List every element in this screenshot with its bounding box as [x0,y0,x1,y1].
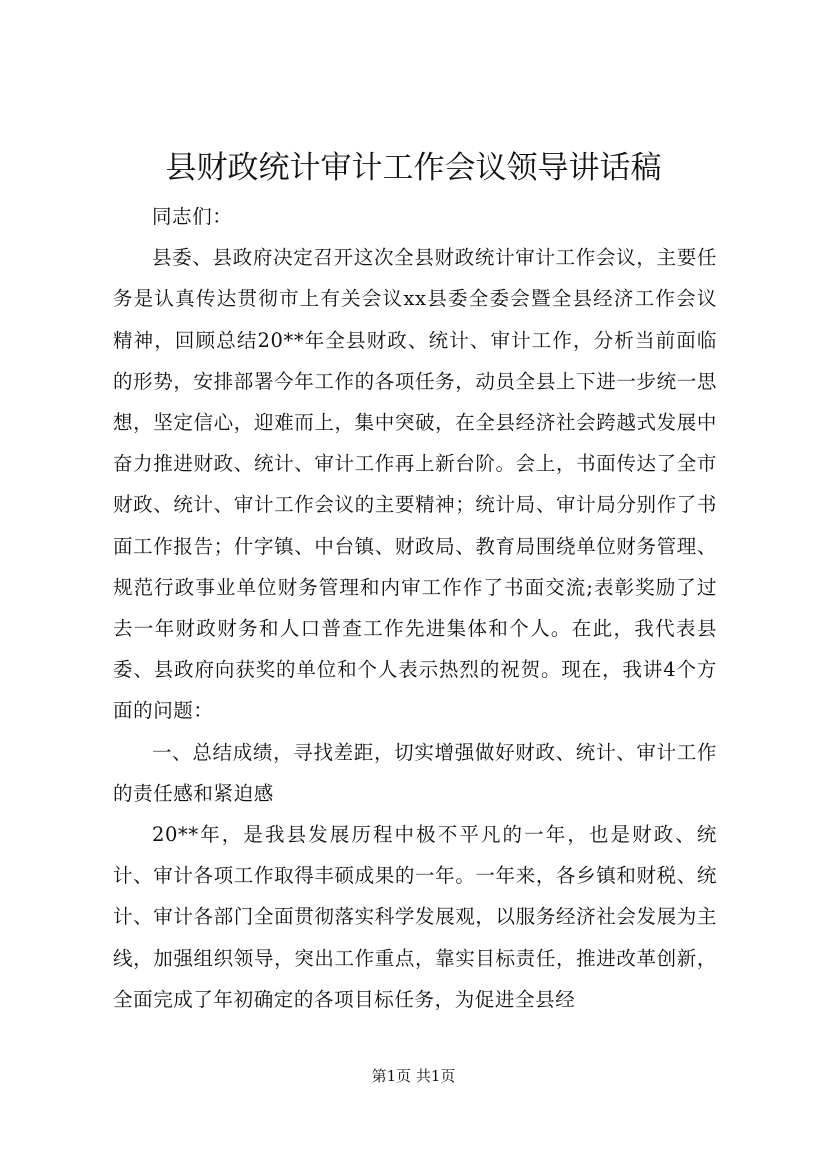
document-title: 县财政统计审计工作会议领导讲话稿 [165,150,662,186]
paragraph-achievements: 20**年，是我县发展历程中极不平凡的一年，也是财政、统计、审计各项工作取得丰硕成果的一年。一年来，各乡镇和财税、统计、审计各部门全面贯彻落实科学发展观，以服务经济社会发展为主线，加强组织领导，突出工作重点，靠实目标责任，推进改革创新，全面完成了年初确定的各项目标任务，为促进全县经 [113,823,717,1011]
greeting-line: 同志们： [152,205,233,228]
paragraph-intro: 县委、县政府决定召开这次全县财政统计审计工作会议，主要任务是认真传达贯彻市上有关会议xx县委全委会暨全县经济工作会议精神，回顾总结20**年全县财政、统计、审计工作，分析当前面临的形势，安排部署今年工作的各项任务，动员全县上下进一步统一思想，坚定信心，迎难而上，集中突破，在全县经济社会跨越式发展中奋力推进财政、统计、审计工作再上新台阶。会上，书面传达了全市财政、统计、审计工作会议的主要精神；统计局、审计局分别作了书面工作报告；什字镇、中台镇、财政局、教育局围绕单位财务管理、规范行政事业单位财务管理和内审工作作了书面交流;表彰奖励了过去一年财政财务和人口普查工作先进集体和个人。在此，我代表县委、县政府向获奖的单位和个人表示热烈的祝贺。现在，我讲4个方面的问题： [113,246,717,723]
section-heading-1: 一、总结成绩，寻找差距，切实增强做好财政、统计、审计工作的责任感和紧迫感 [113,740,717,805]
document-body [113,196,717,1020]
page-footer: 第1页 共1页 [371,1067,456,1085]
